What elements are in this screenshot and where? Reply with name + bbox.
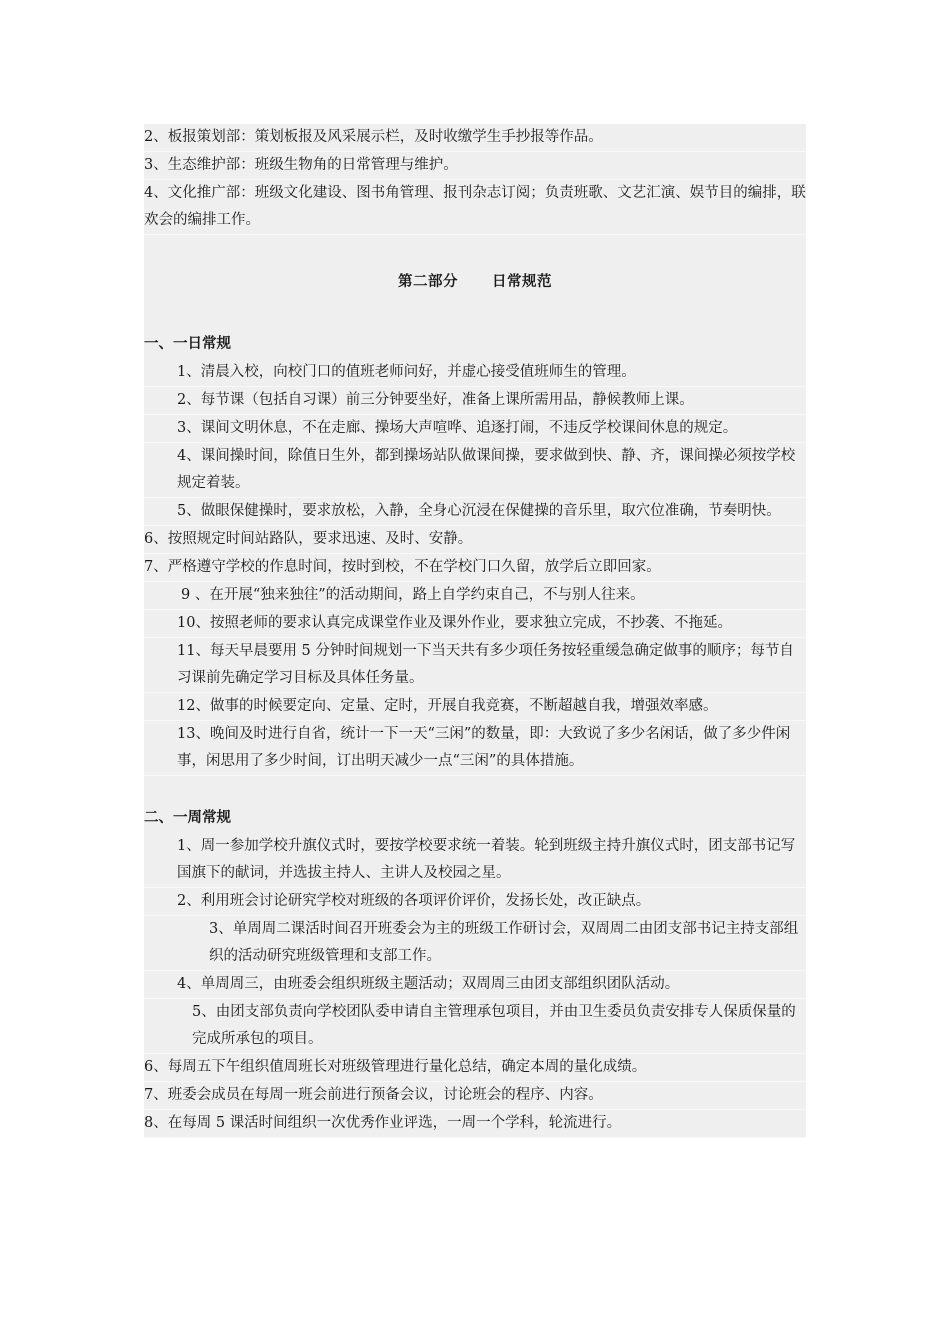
weekly-item: 6、每周五下午组织值周班长对班级管理进行量化总结，确定本周的量化成绩。 xyxy=(144,1054,806,1082)
weekly-item: 2、利用班会讨论研究学校对班级的各项评价评价，发扬长处，改正缺点。 xyxy=(144,888,806,916)
section-heading-daily: 一、一日常规 xyxy=(144,335,231,352)
daily-item: 2、每节课（包括自习课）前三分钟要坐好，准备上课所需用品，静候教师上课。 xyxy=(144,387,806,415)
weekly-item: 1、周一参加学校升旗仪式时，要按学校要求统一着装。轮到班级主持升旗仪式时，团支部书记写国旗下的献词，并选拔主持人、主讲人及校园之星。 xyxy=(144,833,806,888)
daily-item: 10、按照老师的要求认真完成课堂作业及课外作业，要求独立完成，不抄袭、不拖延。 xyxy=(144,610,806,638)
part-heading xyxy=(144,262,806,302)
spacer xyxy=(144,776,806,803)
dept-item-2: 2、板报策划部：策划板报及风采展示栏，及时收缴学生手抄报等作品。 xyxy=(144,124,806,152)
document-body xyxy=(144,124,806,1138)
part-number: 第二部分 xyxy=(398,273,458,290)
daily-item: 3、课间文明休息，不在走廊、操场大声喧哗、追逐打闹，不违反学校课间休息的规定。 xyxy=(144,415,806,443)
daily-item: 13、晚间及时进行自省，统计一下一天“三闲”的数量，即：大致说了多少名闲话，做了多少件闲事，闲思用了多少时间，订出明天减少一点“三闲”的具体措施。 xyxy=(144,721,806,776)
weekly-item: 7、班委会成员在每周一班会前进行预备会议，讨论班会的程序、内容。 xyxy=(144,1082,806,1110)
weekly-item: 3、单周周二课活时间召开班委会为主的班级工作研讨会，双周周二由团支部书记主持支部组织的活动研究班级管理和支部工作。 xyxy=(144,916,806,971)
dept-item-3: 3、生态维护部：班级生物角的日常管理与维护。 xyxy=(144,152,806,180)
daily-item: 7、严格遵守学校的作息时间，按时到校，不在学校门口久留，放学后立即回家。 xyxy=(144,554,806,582)
daily-item: 6、按照规定时间站路队，要求迅速、及时、安静。 xyxy=(144,526,806,554)
daily-item: 5、做眼保健操时，要求放松，入静，全身心沉浸在保健操的音乐里，取穴位准确，节奏明快。 xyxy=(144,498,806,526)
dept-item-4: 4、文化推广部：班级文化建设、图书角管理、报刊杂志订阅；负责班歌、文艺汇演、娱节目的编排，联欢会的编排工作。 xyxy=(144,180,806,235)
section-heading-weekly: 二、一周常规 xyxy=(144,809,231,826)
weekly-item: 4、单周周三，由班委会组织班级主题活动；双周周三由团支部组织团队活动。 xyxy=(144,971,806,999)
daily-item: 4、课间操时间，除值日生外，都到操场站队做课间操，要求做到快、静、齐，课间操必须按学校规定着装。 xyxy=(144,443,806,498)
daily-item: 12、做事的时候要定向、定量、定时，开展自我竞赛，不断超越自我，增强效率感。 xyxy=(144,693,806,721)
daily-item: 11、每天早晨要用 5 分钟时间规划一下当天共有多少项任务按轻重缓急确定做事的顺序；每节自习课前先确定学习目标及具体任务量。 xyxy=(144,638,806,693)
daily-item: 1、清晨入校，向校门口的值班老师问好，并虚心接受值班师生的管理。 xyxy=(144,359,806,387)
spacer xyxy=(144,235,806,262)
part-title: 日常规范 xyxy=(492,273,552,290)
weekly-item: 8、在每周 5 课活时间组织一次优秀作业评选，一周一个学科，轮流进行。 xyxy=(144,1110,806,1138)
weekly-item: 5、由团支部负责向学校团队委申请自主管理承包项目，并由卫生委员负责安排专人保质保量的完成所承包的项目。 xyxy=(144,999,806,1054)
daily-item: 9 、在开展“独来独往”的活动期间，路上自学约束自己，不与别人往来。 xyxy=(144,582,806,610)
spacer xyxy=(144,302,806,329)
